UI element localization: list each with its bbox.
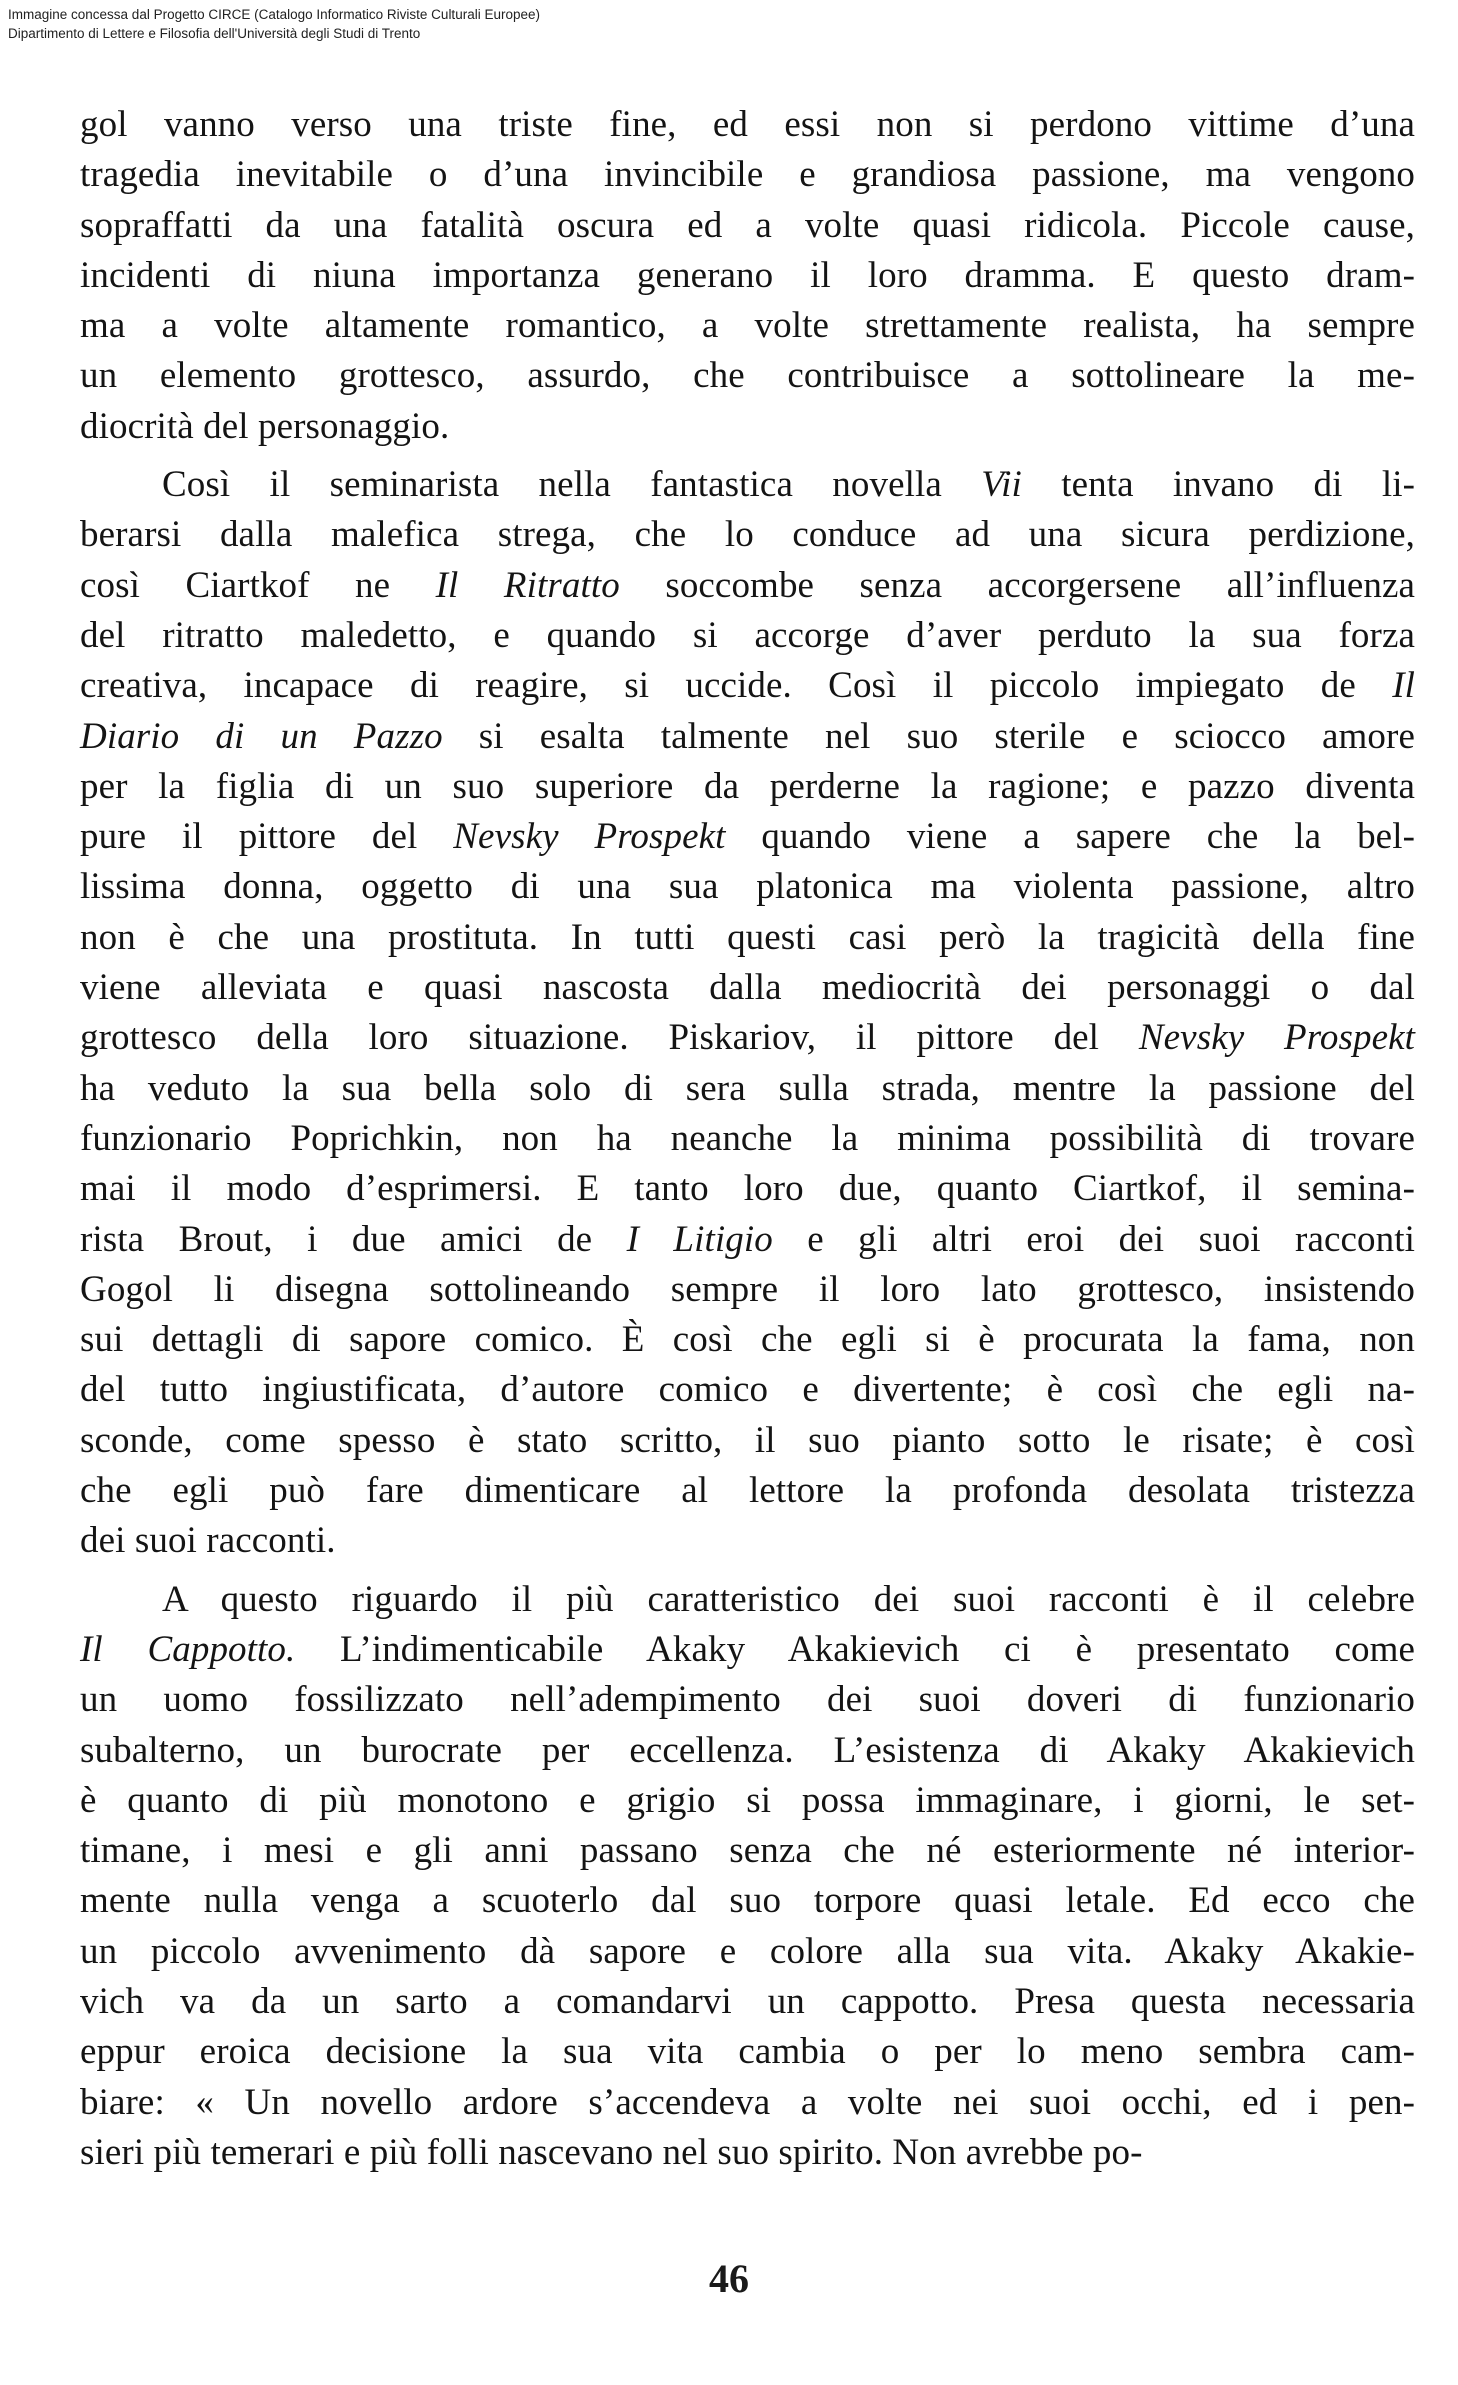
text-segment: del tutto ingiustificata, d’autore comico e divertente; è così che egli na- [80, 1369, 1415, 1411]
text-line [80, 2078, 1415, 2128]
text-line [80, 1675, 1415, 1725]
text-segment: funzionario Poprichkin, non ha neanche la minima possibilità di trovare [80, 1117, 1415, 1159]
italic-title: I Litigio [626, 1218, 773, 1260]
text-segment: tenta invano di li- [1021, 464, 1415, 506]
italic-title: Vii [981, 464, 1022, 506]
text-line [80, 1516, 1415, 1566]
text-line [80, 1826, 1415, 1876]
text-line [80, 1164, 1415, 1214]
credit-line-2: Dipartimento di Lettere e Filosofia dell'Università degli Studi di Trento [8, 26, 421, 41]
text-segment: Così il seminarista nella fantastica novella [162, 464, 982, 506]
text-line [80, 1776, 1415, 1826]
text-segment: si esalta talmente nel suo sterile e sciocco amore [442, 715, 1415, 757]
text-segment: pure il pittore del [80, 816, 454, 858]
text-segment: un elemento grottesco, assurdo, che contribuisce a sottolineare la me- [80, 355, 1415, 397]
italic-title: Il Ritratto [435, 564, 620, 606]
text-line [80, 2128, 1415, 2178]
text-line [80, 963, 1415, 1013]
text-line [80, 1315, 1415, 1365]
text-segment: biare: « Un novello ardore s’accendeva a volte nei suoi occhi, ed i pen- [80, 2081, 1415, 2123]
text-line [80, 1726, 1415, 1776]
text-segment: è quanto di più monotono e grigio si possa immaginare, i giorni, le set- [80, 1779, 1415, 1821]
text-line [80, 351, 1415, 401]
text-segment: così Ciartkof ne [80, 564, 436, 606]
text-segment: ha veduto la sua bella solo di sera sulla strada, mentre la passione del [80, 1067, 1415, 1109]
text-segment: soccombe senza accorgersene all’influenza [619, 564, 1415, 606]
text-segment: non è che una prostituta. In tutti questi casi però la tragicità della fine [80, 916, 1415, 958]
text-line [80, 561, 1415, 611]
text-segment: mai il modo d’esprimersi. E tanto loro due, quanto Ciartkof, il semina- [80, 1168, 1415, 1210]
text-segment: berarsi dalla malefica strega, che lo conduce ad una sicura perdizione, [80, 514, 1415, 556]
text-line [80, 812, 1415, 862]
page-number: 46 [709, 2256, 749, 2301]
text-line [80, 1977, 1415, 2027]
text-line [80, 150, 1415, 200]
text-segment: L’indimenticabile Akaky Akakievich ci è presentato come [295, 1628, 1415, 1670]
text-segment: per la figlia di un suo superiore da perderne la ragione; e pazzo diventa [80, 765, 1415, 807]
text-line [80, 1265, 1415, 1315]
text-segment: tragedia inevitabile o d’una invincibile e grandiosa passione, ma vengono [80, 154, 1415, 196]
text-segment: sieri più temerari e più folli nascevano nel suo spirito. Non avrebbe po- [80, 2131, 1143, 2173]
text-segment: incidenti di niuna importanza generano il loro dramma. E questo dram- [80, 254, 1415, 296]
text-segment: rista Brout, i due amici de [80, 1218, 627, 1260]
text-segment: mente nulla venga a scuoterlo dal suo torpore quasi letale. Ed ecco che [80, 1880, 1415, 1922]
text-line [80, 1365, 1415, 1415]
text-segment: gol vanno verso una triste fine, ed essi non si perdono vittime d’una [80, 104, 1415, 145]
text-segment: Gogol li disegna sottolineando sempre il loro lato grottesco, insistendo [80, 1268, 1415, 1310]
text-segment: che egli può fare dimenticare al lettore la profonda desolata tristezza [80, 1470, 1415, 1512]
text-segment: subalterno, un burocrate per eccellenza. L’esistenza di Akaky Akakievich [80, 1729, 1415, 1771]
text-segment: e gli altri eroi dei suoi racconti [772, 1218, 1415, 1260]
text-line [80, 1114, 1415, 1164]
text-line [80, 1625, 1415, 1675]
text-segment: grottesco della loro situazione. Piskariov, il pittore del [80, 1017, 1139, 1059]
italic-title: Diario di un Pazzo [80, 715, 443, 757]
text-segment: dei suoi racconti. [80, 1520, 336, 1562]
text-line [80, 1064, 1415, 1114]
image-credit [8, 5, 540, 43]
text-line [80, 1215, 1415, 1265]
text-segment: sopraffatti da una fatalità oscura ed a volte quasi ridicola. Piccole cause, [80, 204, 1415, 246]
body-text [80, 100, 1415, 2186]
text-line [80, 1466, 1415, 1516]
text-segment: timane, i mesi e gli anni passano senza che né esteriormente né interior- [80, 1830, 1415, 1872]
text-line [80, 402, 1415, 452]
text-line [80, 100, 1415, 150]
text-segment: ma a volte altamente romantico, a volte strettamente realista, ha sempre [80, 305, 1415, 347]
text-segment: sui dettagli di sapore comico. È così che egli si è procurata la fama, non [80, 1319, 1415, 1361]
text-line [80, 1575, 1415, 1625]
text-segment: quando viene a sapere che la bel- [725, 816, 1415, 858]
text-segment: creativa, incapace di reagire, si uccide. Così il piccolo impiegato de [80, 665, 1393, 707]
text-line [80, 1876, 1415, 1926]
text-line [80, 1927, 1415, 1977]
paragraph [80, 1575, 1415, 2179]
text-line [80, 201, 1415, 251]
italic-title: Nevsky Prospekt [1138, 1017, 1415, 1059]
text-line [80, 1416, 1415, 1466]
text-segment: sconde, come spesso è stato scritto, il suo pianto sotto le risate; è così [80, 1419, 1415, 1461]
text-line [80, 301, 1415, 351]
text-line [80, 762, 1415, 812]
italic-title: Il [1392, 665, 1415, 707]
text-line [80, 611, 1415, 661]
text-segment: A questo riguardo il più caratteristico dei suoi racconti è il celebre [162, 1578, 1415, 1620]
text-segment: del ritratto maledetto, e quando si accorge d’aver perduto la sua forza [80, 614, 1415, 656]
italic-title: Il Cappotto. [80, 1628, 296, 1670]
italic-title: Nevsky Prospekt [453, 816, 726, 858]
text-line [80, 862, 1415, 912]
paragraph [80, 100, 1415, 452]
text-segment: un uomo fossilizzato nell’adempimento dei suoi doveri di funzionario [80, 1679, 1415, 1721]
text-line [80, 913, 1415, 963]
text-segment: vich va da un sarto a comandarvi un cappotto. Presa questa necessaria [80, 1980, 1415, 2022]
text-line [80, 2027, 1415, 2077]
text-segment: un piccolo avvenimento dà sapore e colore alla sua vita. Akaky Akakie- [80, 1930, 1415, 1972]
paragraph [80, 460, 1415, 1567]
credit-line-1: Immagine concessa dal Progetto CIRCE (Catalogo Informatico Riviste Culturali Europee) [8, 7, 540, 22]
text-segment: eppur eroica decisione la sua vita cambia o per lo meno sembra cam- [80, 2031, 1415, 2073]
text-line [80, 460, 1415, 510]
text-line [80, 251, 1415, 301]
text-line [80, 1013, 1415, 1063]
text-line [80, 510, 1415, 560]
text-line [80, 712, 1415, 762]
text-segment: viene alleviata e quasi nascosta dalla mediocrità dei personaggi o dal [80, 967, 1415, 1009]
text-line [80, 661, 1415, 711]
text-segment: lissima donna, oggetto di una sua platonica ma violenta passione, altro [80, 866, 1415, 908]
text-segment: diocrità del personaggio. [80, 405, 450, 447]
